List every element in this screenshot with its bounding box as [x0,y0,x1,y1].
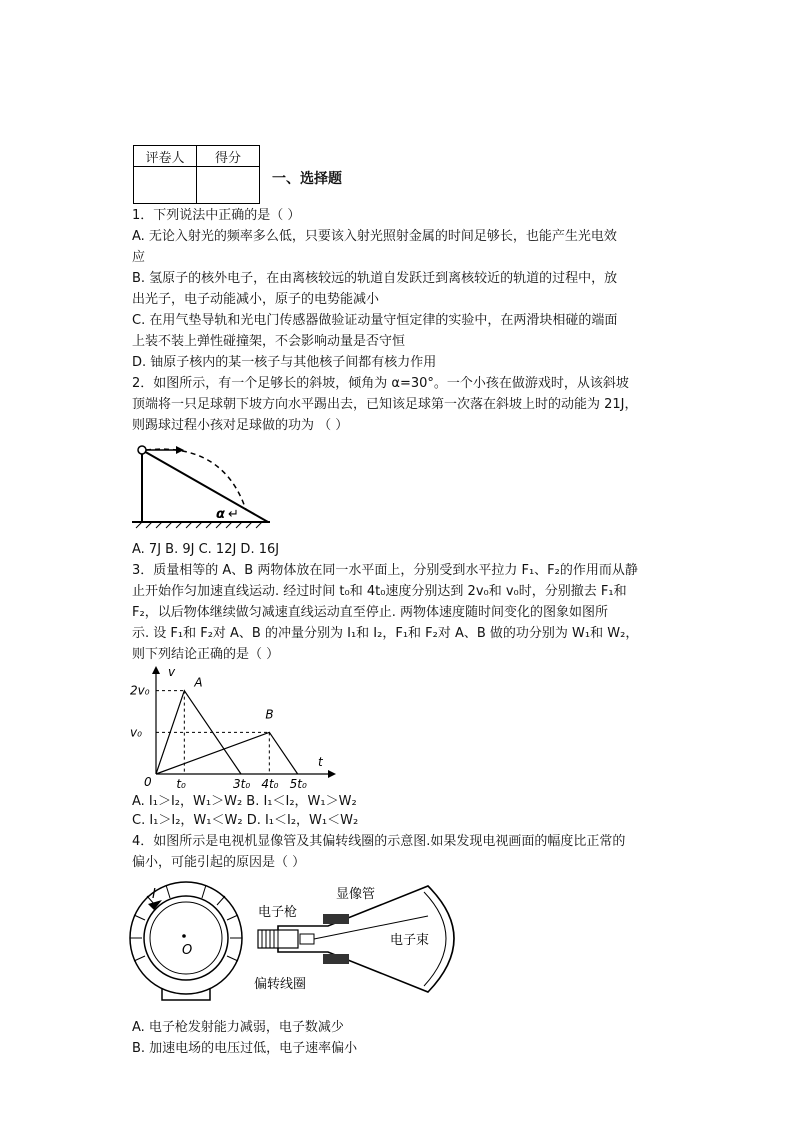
x-axis-label: t [318,755,323,769]
coil-label: 偏转线圈 [254,977,307,992]
q3-line3: F₂，以后物体继续做匀减速直线运动直至停止. 两物体速度随时间变化的图象如图所 [132,605,608,620]
velocity-time-chart [128,662,338,792]
gun-label: 电子枪 [258,905,298,920]
grader-cell [134,167,197,204]
crt-figure [128,878,488,1008]
section-title: 一、选择题 [272,171,342,187]
q1-option-c-line1: C. 在用气垫导轨和光电门传感器做验证动量守恒定律的实验中，在两滑块相碰的端面 [132,313,618,328]
center-dot [182,934,186,938]
q3-options-line1: A. I₁＞I₂，W₁＞W₂ B. I₁＜I₂，W₁＞W₂ [132,794,357,809]
angle-label: α [216,507,225,522]
slope-incline [142,450,268,522]
ball-icon [138,446,146,454]
current-label: I [152,887,156,902]
series-a-label: A [194,675,203,690]
lower-coil [323,954,349,964]
score-cell [197,167,260,204]
q4-line1: 4．如图所示是电视机显像管及其偏转线圈的示意图.如果发现电视画面的幅度比正常的 [132,834,626,849]
x-tick-label: 3t₀ [233,777,251,791]
q1-option-b-line2: 出光子，电子动能减小，原子的电势能减小 [132,292,380,307]
q3-options-line2: C. I₁＞I₂，W₁＜W₂ D. I₁＜I₂，W₁＜W₂ [132,813,359,828]
coil-inner [144,896,228,980]
q3-line2: 止开始作匀加速直线运动. 经过时间 t₀和 4t₀速度分别达到 2v₀和 v₀时，分别撤去 F₁和 [132,584,627,599]
center-label: O [182,943,193,958]
y-axis-arrow-icon [152,666,160,674]
gun-anode [300,934,314,944]
grader-header: 评卷人 [134,146,197,167]
q4-line2: 偏小，可能引起的原因是（ ） [132,855,306,870]
q4-option-a: A. 电子枪发射能力减弱，电子数减少 [132,1020,344,1035]
x-axis-arrow-icon [328,770,336,778]
series-b-label: B [265,707,274,722]
q4-option-b: B. 加速电场的电压过低，电子速率偏小 [132,1041,358,1056]
q1-option-a-line2: 应 [132,250,146,265]
q2-options: A. 7J B. 9J C. 12J D. 16J [132,542,280,557]
q2-line3: 则踢球过程小孩对足球做的功为 （ ） [132,418,349,433]
coil-outer [130,882,242,994]
score-header: 得分 [197,146,260,167]
q2-line1: 2．如图所示，有一个足够长的斜坡，倾角为 α=30°。一个小孩在做游戏时，从该斜坡 [132,376,629,391]
x-tick-label: t₀ [176,777,186,791]
q3-line1: 3．质量相等的 A、B 两物体放在同一水平面上，分别受到水平拉力 F₁、F₂的作用而从静 [132,563,638,578]
coil-core [150,902,222,974]
y-axis-label: v [168,665,176,679]
q1-option-a-line1: A. 无论入射光的频率多么低，只要该入射光照射金属的时间足够长，也能产生光电效 [132,229,617,244]
x-tick-label: 4t₀ [261,777,279,791]
beam-label: 电子束 [390,933,430,948]
q1-option-c-line2: 上装不装上弹性碰撞架，不会影响动量是否守恒 [132,334,406,349]
slope-figure [128,440,278,530]
return-mark: ↵ [228,507,239,522]
origin-label: 0 [144,775,152,789]
y-tick-label: v₀ [130,725,142,740]
y-tick-label: 2v₀ [130,683,150,698]
grader-table [133,145,260,204]
x-tick-label: 5t₀ [289,777,307,791]
upper-coil [323,914,349,924]
tube-label: 显像管 [336,887,376,902]
q3-line4: 示. 设 F₁和 F₂对 A、B 的冲量分别为 I₁和 I₂，F₁和 F₂对 A、B 做的功分别为 W₁和 W₂， [132,626,639,641]
q2-line2: 顶端将一只足球朝下坡方向水平踢出去，已知该足球第一次落在斜坡上时的动能为 21J， [132,397,638,412]
q1-stem: 1．下列说法中正确的是（ ） [132,208,301,223]
q1-option-b-line1: B. 氢原子的核外电子，在由离核较远的轨道自发跃迁到离核较近的轨道的过程中，放 [132,271,618,286]
q1-option-d: D. 铀原子核内的某一核子与其他核子间都有核力作用 [132,355,437,370]
q3-line5: 则下列结论正确的是（ ） [132,647,280,662]
